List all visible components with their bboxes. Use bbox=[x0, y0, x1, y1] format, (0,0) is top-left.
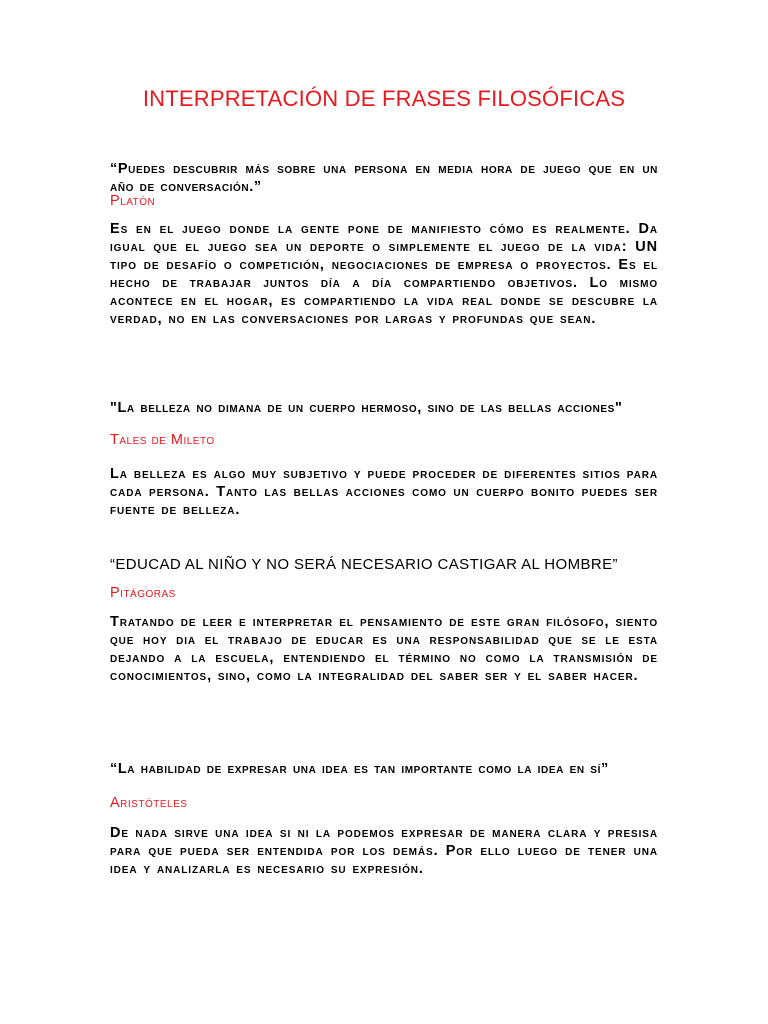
interpretation-pitagoras: Tratando de leer e interpretar el pensamiento de este gran filósofo, siento que hoy dia el trabajo de educar es una responsabilidad que se le esta dejando a la escuela, entendiendo el término no como la transmisión de conocimientos, sino, como la integralidad del saber ser y el saber hacer. bbox=[110, 614, 658, 684]
quote-aristoteles: “La habilidad de expresar una idea es tan importante como la idea en sí” bbox=[110, 761, 609, 777]
document-title: INTERPRETACIÓN DE FRASES FILOSÓFICAS bbox=[142, 86, 626, 111]
quote-pitagoras: “EDUCAD AL NIÑO Y NO SERÁ NECESARIO CASTIGAR AL HOMBRE” bbox=[110, 556, 618, 573]
interpretation-tales: La belleza es algo muy subjetivo y puede proceder de diferentes sitios para cada persona. Tanto las bellas acciones como un cuerpo bonito puedes ser fuente de belleza. bbox=[110, 466, 658, 518]
author-aristoteles: Aristóteles bbox=[110, 795, 188, 811]
quote-platon: “Puedes descubrir más sobre una persona en media hora de juego que en un año de conversación.” bbox=[110, 161, 658, 195]
interpretation-aristoteles: De nada sirve una idea si ni la podemos expresar de manera clara y presisa para que pueda ser entendida por los demás. Por ello luego de tener una idea y analizarla es necesario su expresión. bbox=[110, 825, 658, 877]
interpretation-platon: Es en el juego donde la gente pone de manifiesto cómo es realmente. Da igual que el juego sea un deporte o simplemente el juego de la vida: UN tipo de desafío o competición, negociaciones de empresa o proyectos. Es el hecho de trabajar juntos día a día compartiendo objetivos. Lo mismo acontece en el hogar, es compartiendo la vida real donde se descubre la verdad, no en las conversaciones por largas y profundas que sean. bbox=[110, 221, 658, 327]
author-tales: Tales de Mileto bbox=[110, 432, 215, 448]
author-platon: Platón bbox=[110, 193, 156, 209]
quote-tales: "La belleza no dimana de un cuerpo hermoso, sino de las bellas acciones" bbox=[110, 400, 623, 416]
author-pitagoras: Pitágoras bbox=[110, 585, 176, 601]
